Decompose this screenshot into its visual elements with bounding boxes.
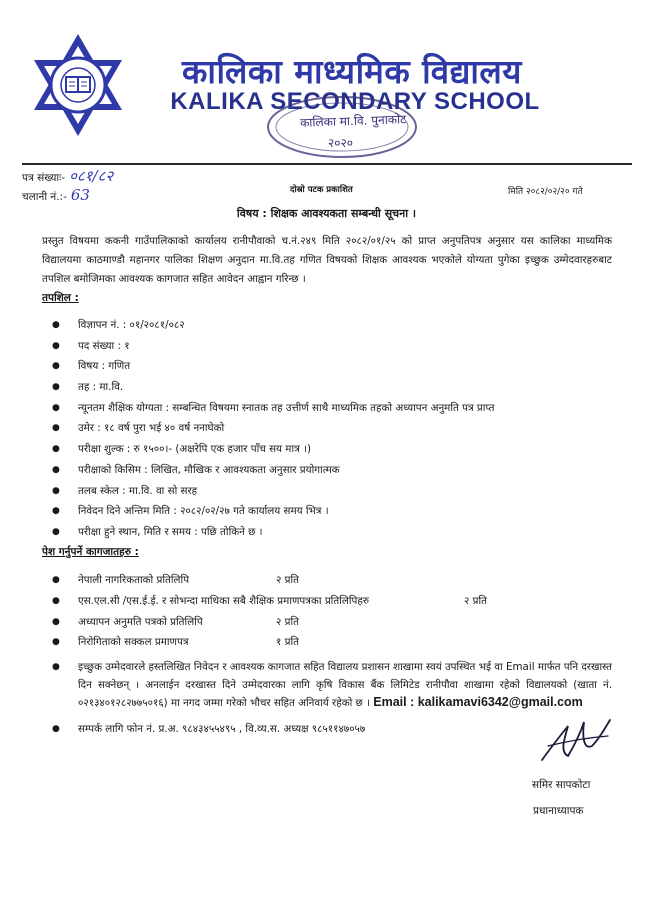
document-item xyxy=(52,612,622,633)
school-name-english: KALIKA SECONDARY SCHOOL xyxy=(170,88,540,115)
stamp-year: २०२० xyxy=(328,136,353,150)
detail-item: ● न्यूनतम शैक्षिक योग्यता : सम्बन्धित विषयमा स्नातक तह उत्तीर्ण साथै माध्यमिक तहको अध्यापन अनुमति पत्र प्राप्त xyxy=(52,398,622,419)
intro-paragraph: प्रस्तुत विषयमा ककनी गाउँपालिकाको कार्यालय रानीपौवाको च.नं.२४९ मिति २०८२/०१/२५ को प्राप्त अनुपतिपत्र अनुसार यस कालिका माध्यमिक विद्यालयमा काठमाण्डौ महानगर पालिका शिक्षण अनुदान मा.वि.तह गणित विषयको शिक्षक आवश्यक भएकोले योग्यता पुगेका इच्छुक उम्मेदवारहरुबाट तपशिल बमोजिमका आवश्यक कागजात सहित आवेदन आह्वान गरिन्छ । xyxy=(42,235,612,285)
application-instructions xyxy=(52,659,612,713)
dispatch-number-label: चलानी नं.:- xyxy=(22,191,67,203)
signatory-title: प्रधानाध्यापक xyxy=(533,805,584,817)
detail-item: ● तह : मा.वि. xyxy=(52,377,622,398)
detail-item: ● परीक्षा हुने स्थान, मिति र समय : पछि तोकिने छ । xyxy=(52,522,622,543)
document-label: नेपाली नागरिकताको प्रतिलिपि xyxy=(78,574,190,586)
document-item xyxy=(52,570,622,591)
details-list xyxy=(52,315,622,543)
dispatch-number xyxy=(22,186,90,204)
detail-item: ● परीक्षा शुल्क : रु १५००।- (अक्षरेपि एक हजार पाँच सय मात्र ।) xyxy=(52,439,622,460)
notice-date: मिति २०८२/०२/२० गते xyxy=(508,187,583,197)
detail-item: ● उमेर : १८ वर्ष पुरा भई ४० वर्ष ननाघेको xyxy=(52,418,622,439)
signatory-name: समिर सापकोटा xyxy=(532,779,591,791)
document-label: एस.एल.सी /एस.ई.ई. र सोभन्दा माथिका सबै शैक्षिक प्रमाणपत्रका प्रतिलिपिहरु xyxy=(78,594,370,607)
detail-item: ● निवेदन दिने अन्तिम मिति : २०८२/०२/२७ गते कार्यालय समय भित्र । xyxy=(52,501,622,522)
document-qty: १ प्रति xyxy=(276,636,300,649)
stamp-text: कालिका मा.वि. पुनाकोट xyxy=(299,112,407,130)
documents-list xyxy=(52,570,622,739)
document-qty: २ प्रति xyxy=(276,574,300,586)
dispatch-number-value: 63 xyxy=(70,186,90,204)
detail-item: ● तलब स्केल : मा.वि. वा सो सरह xyxy=(52,481,622,502)
detail-item: ● परीक्षाको किसिम : लिखित, मौखिक र आवश्यकता अनुसार प्रयोगात्मक xyxy=(52,460,622,481)
document-qty: २ प्रति xyxy=(276,615,300,628)
application-note: इच्छुक उम्मेदवारले हस्तलिखित निवेदन र आवश्यक कागजात सहित विद्यालय प्रशासन शाखामा स्वयं उपस्थित भई वा Email मार्फत पनि दरखास्त दिन सक्नेछन् । अनलाईन दरखास्त दिने उम्मेदवारका लागि कृषि विकास बैंक लिमिटेड रानीपौवा शाखामा रहेको विद्यालयको (खाता नं. ०२१३४०१२८२७७५०१६) मा नगद जम्मा गरेको भौचर सहित अनिवार्य रहेको छ । xyxy=(78,661,612,710)
detail-item: ● विषय : गणित xyxy=(52,356,622,377)
letter-number-value: ०८१/८२ xyxy=(69,167,114,185)
school-name-nepali: कालिका माध्यमिक विद्यालय xyxy=(182,52,522,91)
document-item xyxy=(52,591,622,612)
notice-subject: विषय : शिक्षक आवश्यकता सम्बन्धी सूचना । xyxy=(236,207,417,220)
documents-heading: पेश गर्नुपर्ने कागजातहरु : xyxy=(42,546,139,558)
detail-item: ● पद संख्या : १ xyxy=(52,336,622,357)
document-qty: २ प्रति xyxy=(464,594,488,607)
principal-signature xyxy=(538,716,616,768)
letter-number-label: पत्र संख्याः- xyxy=(22,172,66,184)
header-divider xyxy=(22,163,632,165)
document-label: अध्यापन अनुमति पत्रको प्रतिलिपि xyxy=(78,615,203,628)
publication-note: दोस्रो पटक प्रकाशित xyxy=(290,185,353,195)
detail-item: ● विज्ञापन नं. : ०१/२०८१/०८२ xyxy=(52,315,622,336)
contact-item: ● सम्पर्क लागि फोन नं. प्र.अ. ९८४३४५५४९५ , वि.व्य.स. अध्यक्ष ९८५११४७०५७ xyxy=(52,719,622,740)
document-item xyxy=(52,632,622,653)
letter-number xyxy=(22,166,113,186)
document-label: निरोगिताको सक्कल प्रमाणपत्र xyxy=(78,636,189,649)
details-heading: तपशिल : xyxy=(42,292,79,304)
school-logo xyxy=(28,32,128,140)
email-address[interactable]: Email : kalikamavi6342@gmail.com xyxy=(373,695,583,710)
